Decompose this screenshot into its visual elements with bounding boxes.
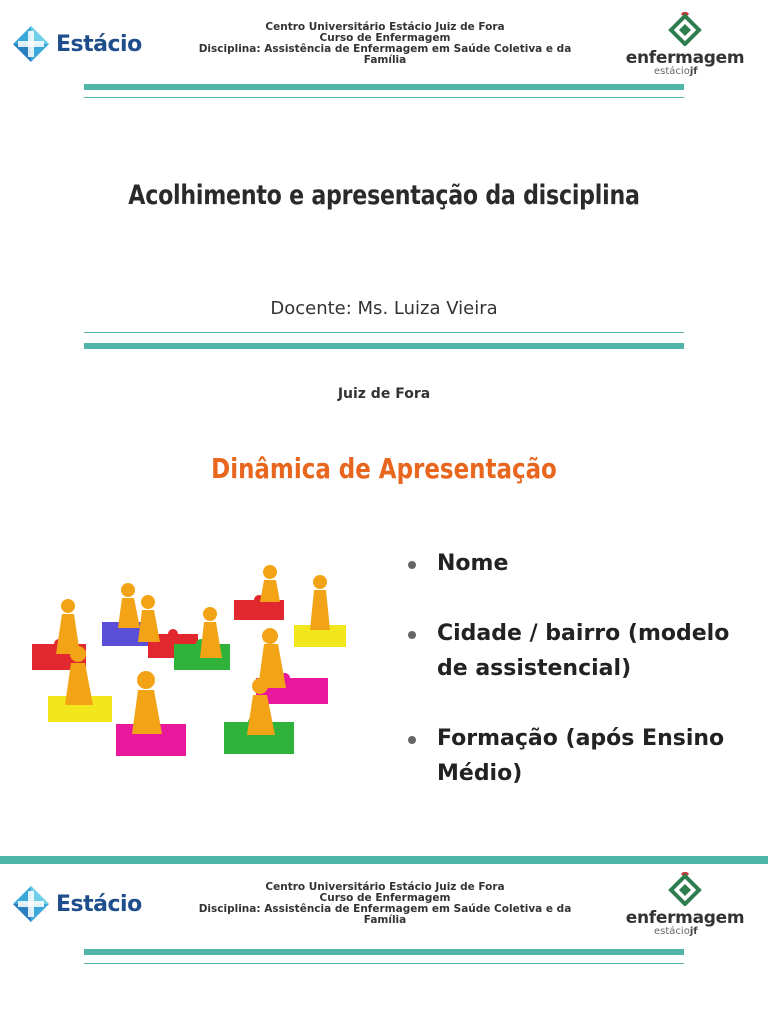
enfermagem-diamond-icon	[665, 10, 705, 46]
bottom-rule-thin	[84, 332, 684, 333]
people-puzzle-illustration	[24, 560, 354, 775]
enfermagem-diamond-icon	[665, 870, 705, 906]
estacio-diamond-icon	[12, 885, 50, 923]
estacio-logo-text: Estácio	[56, 891, 142, 917]
estacio-logo-text: Estácio	[56, 31, 142, 57]
city-text: Juiz de Fora	[337, 386, 431, 402]
enfermagem-logo-text: enfermagem	[625, 48, 745, 68]
enfermagem-logo-2	[620, 870, 750, 942]
bottom-rule-thick	[84, 343, 684, 349]
estacio-diamond-icon	[12, 25, 50, 63]
bullet-cidade: Cidade / bairro (modelo de assistencial)	[406, 616, 756, 686]
cover-title: Acolhimento e apresentação da disciplina	[128, 180, 640, 211]
bullet-formacao: Formação (após Ensino Médio)	[406, 721, 756, 791]
institution-name: Centro Universitário Estácio Juiz de Fora	[265, 881, 505, 893]
course-name: Curso de Enfermagem	[319, 32, 451, 44]
header-text	[190, 22, 580, 66]
institution-name: Centro Universitário Estácio Juiz de Fora	[265, 21, 505, 33]
slide-heading: Dinâmica de Apresentação	[211, 452, 557, 485]
header-text-2	[190, 882, 580, 926]
slide-2	[0, 860, 768, 1024]
top-rule-thin	[84, 97, 684, 98]
estacio-jf-text: estáciojf	[654, 926, 698, 937]
bullet-nome: Nome	[406, 546, 756, 581]
slide2-rule-thick	[84, 949, 684, 955]
course-name: Curso de Enfermagem	[319, 892, 451, 904]
enfermagem-logo	[620, 10, 750, 82]
estacio-logo	[12, 24, 142, 64]
discipline-name: Disciplina: Assistência de Enfermagem em Saúde Coletiva e da Família	[198, 43, 572, 66]
slide2-rule-thin	[84, 963, 684, 964]
enfermagem-logo-text: enfermagem	[625, 908, 745, 928]
bullet-list	[406, 546, 756, 826]
docente-text: Docente: Ms. Luiza Vieira	[270, 298, 498, 319]
estacio-logo-2	[12, 884, 142, 924]
top-rule-thick	[84, 84, 684, 90]
slide2-header	[0, 860, 768, 960]
discipline-name: Disciplina: Assistência de Enfermagem em Saúde Coletiva e da Família	[198, 903, 572, 926]
estacio-jf-text: estáciojf	[654, 66, 698, 77]
